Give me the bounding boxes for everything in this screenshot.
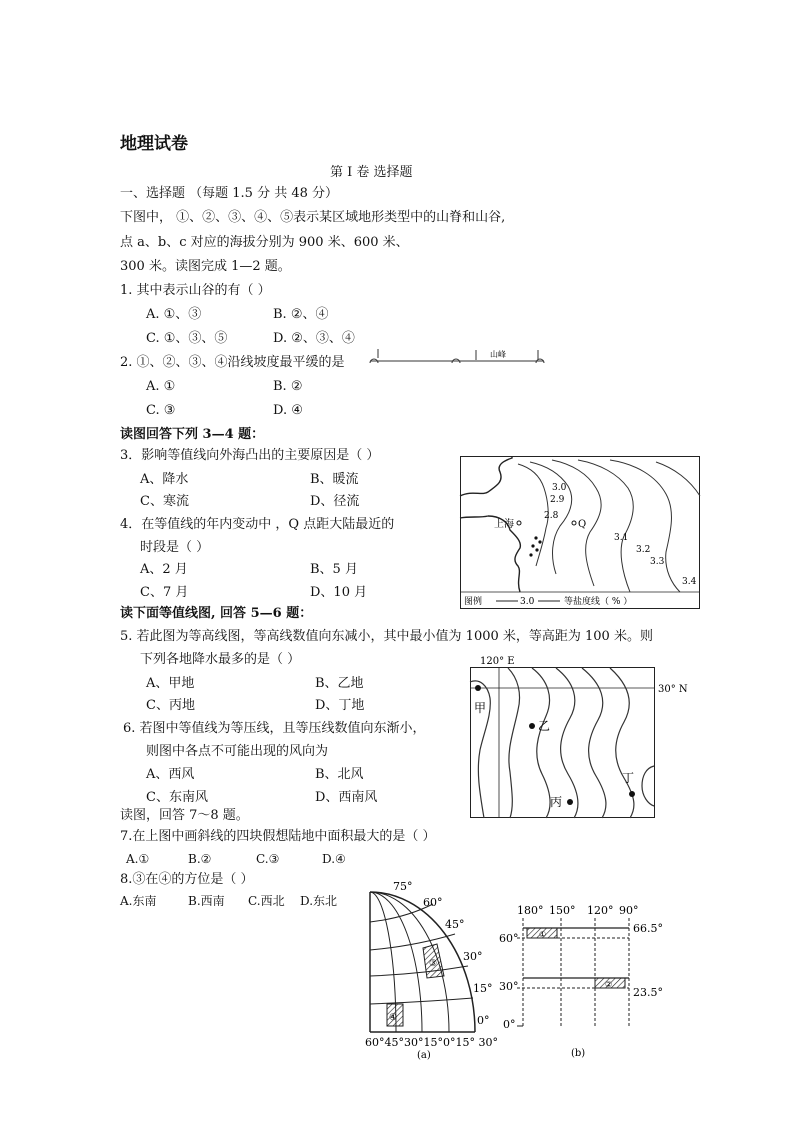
- q5-option-a: A、甲地: [146, 676, 195, 691]
- q3-option-a: A、降水: [140, 472, 189, 487]
- section1-heading: 一、选择题 （每题 1.5 分 共 48 分）: [120, 186, 339, 201]
- map2-longitude: 120° E: [480, 656, 515, 667]
- map2-label-jia: 甲: [474, 701, 487, 715]
- page-title: 地理试卷: [120, 134, 188, 154]
- q6-option-d: D、西南风: [315, 790, 378, 805]
- q8-option-c: C.西北: [248, 894, 285, 908]
- figb-lat-235: 23.5°: [633, 986, 663, 999]
- q8-stem: 8.③在④的方位是（ ）: [120, 872, 254, 887]
- q4-stem-line2: 时段是（ ）: [140, 540, 210, 555]
- q1-option-d: D. ②、③、④: [273, 331, 355, 346]
- q4-stem-line1: 4．在等值线的年内变动中 ，Q 点距大陆最近的: [120, 517, 395, 532]
- q8-option-a: A.东南: [120, 894, 157, 908]
- map1-point-q: Q: [578, 519, 587, 530]
- q2-option-d: D. ④: [273, 403, 303, 418]
- q4-option-b: B、5 月: [310, 562, 358, 577]
- map2-label-bing: 丙: [550, 795, 563, 809]
- q8-option-d: D.东北: [300, 894, 338, 908]
- q3-option-c: C、寒流: [140, 494, 189, 509]
- q6-option-c: C、东南风: [146, 790, 208, 805]
- map2-label-yi: 乙: [538, 719, 551, 733]
- map1-iso-34: 3.4: [682, 577, 697, 587]
- q8-option-b: B.西南: [188, 894, 225, 908]
- q2-figure-fragment: [366, 346, 548, 368]
- figa-lat-60: 60°: [423, 896, 443, 909]
- map1-iso-29: 2.9: [550, 495, 565, 505]
- figb-patch-1: ①: [539, 930, 547, 939]
- figa-lat-15: 15°: [473, 982, 493, 995]
- intro-line2: 点 a、b、c 对应的海拔分别为 900 米、600 米、: [120, 235, 409, 250]
- figa-lat-0: 0°: [477, 1014, 490, 1027]
- q6-option-a: A、西风: [146, 767, 195, 782]
- map1-iso-33: 3.3: [650, 557, 665, 567]
- q6-option-b: B、北风: [315, 767, 364, 782]
- figure-b-grid: [497, 898, 697, 1060]
- q2-option-c: C. ③: [146, 403, 176, 418]
- figure-a-graticule: [365, 878, 500, 1060]
- section78-heading: 读图，回答 7～8 题。: [120, 808, 249, 823]
- figa-patch-3: ③: [429, 959, 438, 969]
- q5-option-c: C、丙地: [146, 698, 195, 713]
- q3-option-b: B、暖流: [310, 472, 359, 487]
- q7-option-d: D.④: [322, 852, 346, 866]
- intro-line3: 300 米。读图完成 1—2 题。: [120, 259, 291, 274]
- q4-option-a: A、2 月: [140, 562, 188, 577]
- figa-lat-45: 45°: [445, 918, 465, 931]
- map1-legend-prefix: 图例: [464, 597, 483, 607]
- figb-lat-665: 66.5°: [633, 922, 663, 935]
- q2-fragment-label: 山峰: [490, 350, 506, 359]
- figa-lat-30: 30°: [463, 950, 483, 963]
- map1-iso-28: 2.8: [544, 511, 559, 521]
- figa-caption: (a): [417, 1050, 431, 1061]
- map1-city-label: 上海: [494, 519, 514, 530]
- intro-line1: 下图中， ①、②、③、④、⑤表示某区域地形类型中的山脊和山谷,: [120, 210, 506, 225]
- map1-iso-32: 3.2: [636, 545, 651, 555]
- map2-latitude: 30° N: [658, 684, 688, 695]
- q5-stem-line1: 5. 若此图为等高线图，等高线数值向东减小，其中最小值为 1000 米，等高距为 100 米。则: [120, 629, 653, 644]
- figb-caption: (b): [571, 1048, 586, 1059]
- map1-legend-text: 等盐度线（ % ）: [564, 597, 633, 607]
- q5-option-d: D、丁地: [315, 698, 365, 713]
- part-heading: 第 I 卷 选择题: [330, 165, 413, 180]
- q2-stem: 2. ①、②、③、④沿线坡度最平缓的是: [120, 355, 345, 370]
- q4-option-d: D、10 月: [310, 585, 368, 600]
- q1-stem: 1. 其中表示山谷的有（ ）: [120, 283, 271, 298]
- q3-option-d: D、径流: [310, 494, 360, 509]
- figb-lon-180: 180°: [517, 904, 544, 917]
- q3-stem: 3．影响等值线向外海凸出的主要原因是（ ）: [120, 448, 380, 463]
- q2-option-a: A. ①: [146, 379, 176, 394]
- q1-option-c: C. ①、③、⑤: [146, 331, 228, 346]
- q5-stem-line2: 下列各地降水最多的是（ ）: [140, 652, 301, 667]
- q6-stem-line1: 6. 若图中等值线为等压线，且等压线数值向东渐小，: [123, 721, 426, 736]
- figb-lon-150: 150°: [549, 904, 576, 917]
- q4-option-c: C、7 月: [140, 585, 189, 600]
- q1-option-b: B. ②、④: [273, 307, 329, 322]
- figb-lon-90: 90°: [619, 904, 639, 917]
- map1-iso-31: 3.1: [614, 533, 629, 543]
- map1-legend-value: 3.0: [520, 597, 535, 607]
- q7-option-b: B.②: [188, 852, 212, 866]
- figb-lat-0: 0°: [503, 1018, 516, 1031]
- map1-iso-30: 3.0: [552, 483, 567, 493]
- figa-patch-4: ④: [389, 1013, 398, 1023]
- q2-option-b: B. ②: [273, 379, 303, 394]
- section34-heading: 读图回答下列 3—4 题：: [120, 427, 265, 442]
- figb-lat-60: 60°: [499, 932, 519, 945]
- figa-bottom-axis: 60°45°30°15°0°15° 30°: [365, 1036, 498, 1049]
- q7-option-a: A.①: [126, 852, 150, 866]
- q5-option-b: B、乙地: [315, 676, 364, 691]
- figb-lon-120: 120°: [587, 904, 614, 917]
- isoline-map: [470, 654, 695, 818]
- q7-option-c: C.③: [256, 852, 280, 866]
- figb-lat-30: 30°: [499, 980, 519, 993]
- q6-stem-line2: 则图中各点不可能出现的风向为: [146, 744, 329, 759]
- q7-stem: 7.在上图中画斜线的四块假想陆地中面积最大的是（ ）: [120, 829, 436, 844]
- section56-heading: 读下面等值线图, 回答 5—6 题：: [120, 606, 313, 621]
- figa-lat-75: 75°: [393, 880, 413, 893]
- map2-label-ding: 丁: [622, 771, 635, 785]
- q1-option-a: A. ①、③: [146, 307, 202, 322]
- salinity-map: [460, 456, 700, 609]
- figb-patch-2: ②: [605, 980, 613, 989]
